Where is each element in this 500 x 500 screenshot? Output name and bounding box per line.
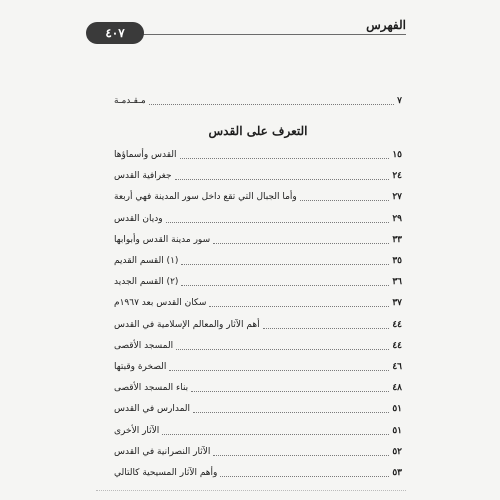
dot-leader: [162, 434, 389, 435]
toc-entry[interactable]: [112, 462, 404, 480]
toc-entry-page: ٣٦: [392, 277, 402, 288]
toc-entry-label: جغرافية القدس: [114, 171, 172, 182]
toc-entry[interactable]: [112, 420, 404, 438]
dot-leader: [213, 455, 389, 456]
toc-entry[interactable]: [112, 356, 404, 374]
toc-entry-label: وأهم الآثار المسيحية كالتالي: [114, 468, 218, 478]
toc-entry[interactable]: [112, 186, 404, 204]
toc-entry[interactable]: [112, 377, 404, 395]
toc-entry-label: وأما الجبال التي تقع داخل سور المدينة فهي أربعة: [114, 192, 297, 203]
dot-leader: [180, 158, 390, 159]
toc-entry-page: ٤٨: [392, 383, 402, 394]
dot-leader: [220, 476, 389, 477]
toc-entry-label: سكان القدس بعد ١٩٦٧م: [114, 298, 207, 309]
toc-entry-page: ٢٤: [392, 171, 402, 182]
toc-entry-page: ٣٣: [392, 234, 402, 245]
toc-entry-label: أهم الآثار والمعالم الإسلامية في القدس: [114, 319, 260, 330]
page-header: [88, 18, 406, 46]
toc-entry[interactable]: [112, 398, 404, 416]
toc-entry-label: بناء المسجد الأقصى: [114, 383, 189, 394]
toc-entry[interactable]: [112, 165, 404, 183]
toc-entry-label: (١) القسم القديم: [114, 256, 179, 266]
dot-leader: [176, 349, 389, 350]
toc-entry-page: ٣٧: [392, 298, 402, 309]
bottom-rule: [96, 490, 406, 491]
toc-entry[interactable]: [112, 229, 404, 247]
toc-entry-page: ٤٤: [392, 340, 402, 351]
toc-entry-label: المدارس في القدس: [114, 404, 191, 415]
header-title: الفهرس: [360, 18, 406, 32]
toc-entry-label: سور مدينة القدس وأبوابها: [114, 234, 211, 245]
toc-entry-label: وديان القدس: [114, 213, 163, 224]
dot-leader: [213, 243, 389, 244]
toc-entry-page: ٢٧: [392, 192, 402, 203]
toc-intro[interactable]: [112, 90, 404, 108]
toc-entry[interactable]: [112, 292, 404, 310]
toc-entry[interactable]: [112, 441, 404, 459]
section-heading: التعرف على القدس: [208, 124, 308, 138]
toc-entry-label: (٢) القسم الجديد: [114, 277, 179, 288]
toc-entry-page: ٥٢: [392, 446, 402, 457]
toc-entry[interactable]: [112, 271, 404, 289]
dot-leader: [149, 104, 395, 105]
toc-entry-label: المسجد الأقصى: [114, 340, 174, 351]
toc-entry-page: ٣٥: [392, 256, 402, 266]
dot-leader: [175, 179, 390, 180]
toc-entry[interactable]: [112, 250, 404, 268]
page-number-badge: ٤٠٧: [86, 22, 144, 44]
toc-entry[interactable]: [112, 314, 404, 332]
dot-leader: [166, 222, 390, 223]
toc-entry-label: الآثار النصرانية في القدس: [114, 446, 211, 457]
toc-entry[interactable]: [112, 335, 404, 353]
toc-entry-label: القدس وأسماؤها: [114, 150, 177, 160]
toc-entry-page: ١٥: [392, 150, 402, 160]
toc-entry-page: ٥٣: [392, 468, 402, 478]
toc-entry-page: ٤٦: [392, 362, 402, 372]
dot-leader: [169, 370, 389, 371]
toc-entry-label: الآثار الأخرى: [114, 425, 160, 436]
toc-entry-page: ٢٩: [392, 213, 402, 224]
dot-leader: [181, 285, 389, 286]
dot-leader: [193, 412, 389, 413]
toc-entry-page: ٤٤: [392, 319, 402, 330]
dot-leader: [263, 328, 390, 329]
dot-leader: [209, 306, 389, 307]
toc-entry[interactable]: [112, 208, 404, 226]
toc-entry-page: ٥١: [392, 425, 402, 436]
dot-leader: [300, 200, 390, 201]
toc-entry-label: الصخرة وقبتها: [114, 362, 167, 372]
toc-entry[interactable]: [112, 144, 404, 162]
toc-entry-page: ٥١: [392, 404, 402, 415]
toc-entry-label: مـقـدمـة: [114, 96, 146, 106]
toc-entry-page: ٧: [397, 96, 402, 106]
dot-leader: [181, 264, 389, 265]
dot-leader: [191, 391, 389, 392]
